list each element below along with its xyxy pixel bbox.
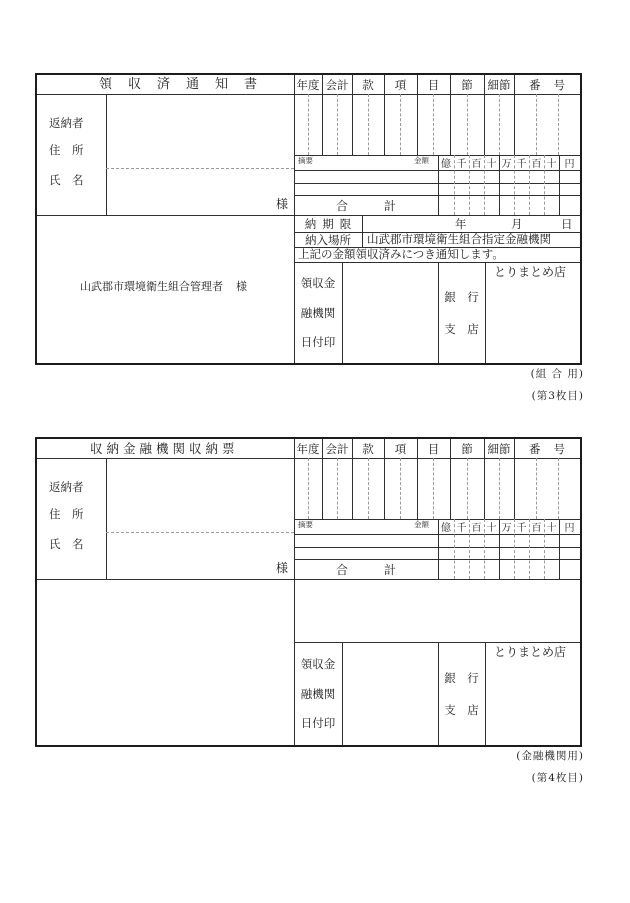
grid-line-vertical-dashed [433,94,434,155]
grid-line-vertical-dashed [469,155,470,215]
grid-line-vertical-dashed [529,155,530,215]
payment-place-value: 山武郡市環境衛生組合指定金融機関 [367,232,551,246]
grid-line-horizontal [294,547,580,548]
grid-line-vertical [106,458,107,579]
grid-line-horizontal-dashed [106,532,294,533]
summary-label: 摘要 [298,156,313,165]
grid-line-vertical-dashed [308,94,309,155]
header-col-kan: 款 [362,77,374,92]
grid-line-vertical [450,75,451,155]
receipt-notice-form [35,73,582,365]
due-day-label: 日 [561,217,573,231]
grid-line-vertical [438,642,439,745]
total-label: 合 計 [335,562,396,577]
header-col-account: 会計 [325,441,349,456]
name-label: 氏 名 [49,173,84,187]
grid-line-horizontal [294,195,580,196]
grid-line-horizontal [294,170,580,171]
grid-line-vertical [106,94,107,215]
digit-en: 円 [564,159,575,170]
grid-line-vertical [362,215,363,247]
digit-juu2: 十 [546,159,557,170]
bank-label: 銀 行 [444,670,479,685]
grid-line-vertical-dashed [400,94,401,155]
receiving-bank-stamp-label: 領収金 融機関 日付印 [300,656,336,731]
grid-line-horizontal [37,579,580,580]
payer-label: 返納者 [49,116,84,130]
amount-label: 金額 [414,520,429,529]
notice-text: 上記の金額領収済みにつき通知します。 [298,247,504,261]
aggregator-store-label: とりまとめ店 [494,265,567,279]
grid-line-vertical-dashed [454,155,455,215]
grid-line-vertical [499,155,500,215]
aggregator-store-label: とりまとめ店 [494,645,567,659]
summary-label: 摘要 [298,520,313,529]
addressee-line [80,281,247,294]
digit-sen1: 千 [456,159,467,170]
header-col-account: 会計 [325,77,349,92]
grid-line-vertical-dashed [544,519,545,579]
header-col-kou: 項 [394,441,407,456]
digit-man: 万 [501,159,512,170]
digit-en: 円 [564,523,575,534]
form2-sheet-note: (第4枚目) [531,772,584,784]
grid-line-vertical [342,262,343,363]
grid-line-horizontal [294,534,580,535]
grid-line-vertical [294,75,295,363]
grid-line-horizontal [37,215,580,216]
grid-line-vertical-dashed [368,94,369,155]
grid-line-vertical [417,75,418,155]
grid-line-vertical [485,642,486,745]
grid-line-vertical-dashed [514,519,515,579]
payer-label: 返納者 [49,480,84,494]
digit-sen1: 千 [456,523,467,534]
form2-copy-note: (金融機関用) [516,750,584,762]
grid-line-vertical-dashed [529,519,530,579]
grid-line-vertical [514,439,515,519]
grid-line-vertical [514,75,515,155]
grid-line-vertical-dashed [337,458,338,519]
header-col-setsu: 節 [461,441,473,456]
grid-line-vertical [484,75,485,155]
grid-line-vertical-dashed [368,458,369,519]
grid-line-vertical [450,439,451,519]
digit-hyaku2: 百 [531,159,542,170]
grid-line-horizontal [294,155,580,156]
digit-juu1: 十 [486,159,497,170]
grid-line-horizontal [294,232,580,233]
grid-line-horizontal [294,247,580,248]
digit-juu2: 十 [546,523,557,534]
receiving-bank-stamp-label: 領収金 融機関 日付印 [300,276,336,349]
header-col-setsu: 節 [461,77,473,92]
digit-hyaku2: 百 [531,523,542,534]
header-col-kan: 款 [362,441,374,456]
grid-line-horizontal [294,262,580,263]
address-label: 住 所 [49,507,84,521]
due-month-label: 月 [511,217,523,231]
grid-line-vertical-dashed [337,94,338,155]
honorific-sama: 様 [276,561,289,575]
grid-line-vertical-dashed [484,519,485,579]
grid-line-vertical-dashed [469,519,470,579]
form2-title: 収納金融機関収納票 [90,441,239,456]
grid-line-vertical-dashed [558,458,559,519]
bank-branch-cell [438,642,485,745]
digit-sen2: 千 [516,523,527,534]
grid-line-vertical-dashed [499,458,500,519]
grid-line-horizontal [294,183,580,184]
grid-line-vertical [417,439,418,519]
branch-label: 支 店 [444,702,479,717]
header-col-moku: 目 [427,441,440,456]
grid-line-vertical [499,519,500,579]
addressee-name: 山武郡市環境衛生組合管理者 [80,280,223,293]
bank-receipt-slip-form [35,437,582,747]
header-col-number: 番号 [529,441,578,456]
grid-line-vertical [342,642,343,745]
grid-line-vertical [384,439,385,519]
grid-line-horizontal [294,642,580,643]
amount-label: 金額 [414,156,429,165]
grid-line-vertical-dashed [454,519,455,579]
digit-man: 万 [501,523,512,534]
grid-line-vertical-dashed [400,458,401,519]
digit-oku: 億 [441,159,451,170]
digit-sen2: 千 [516,159,527,170]
bank-label: 銀 行 [444,289,479,304]
grid-line-horizontal-dashed [106,168,294,169]
digit-juu1: 十 [486,523,497,534]
header-col-year: 年度 [296,441,320,456]
grid-line-vertical [322,75,323,155]
grid-line-vertical [438,155,439,215]
grid-line-vertical [294,439,295,745]
form1-sheet-note: (第3枚目) [531,390,584,402]
header-col-saisetsu: 細節 [487,441,511,456]
grid-line-vertical-dashed [308,458,309,519]
grid-line-vertical [384,75,385,155]
grid-line-vertical [484,439,485,519]
form1-title: 領収済通知書 [99,77,274,92]
form1-copy-note: (組 合 用) [530,368,584,380]
grid-line-vertical [322,439,323,519]
grid-line-vertical [559,155,560,215]
honorific-sama: 様 [276,197,289,211]
branch-label: 支 店 [444,321,479,336]
grid-line-vertical-dashed [467,458,468,519]
grid-line-vertical-dashed [514,155,515,215]
digit-hyaku1: 百 [471,523,482,534]
digit-oku: 億 [441,523,451,534]
addressee-honorific: 様 [236,280,247,293]
grid-line-vertical [485,262,486,363]
header-col-kou: 項 [394,77,407,92]
grid-line-vertical-dashed [558,94,559,155]
grid-line-vertical-dashed [433,458,434,519]
grid-line-vertical-dashed [467,94,468,155]
header-col-moku: 目 [427,77,440,92]
due-year-label: 年 [455,217,467,231]
digit-hyaku1: 百 [471,159,482,170]
header-col-saisetsu: 細節 [487,77,511,92]
grid-line-vertical-dashed [499,94,500,155]
bank-branch-cell [438,262,485,363]
grid-line-vertical-dashed [544,155,545,215]
grid-line-horizontal [294,559,580,560]
grid-line-horizontal [294,519,580,520]
grid-line-vertical [352,439,353,519]
due-date-label: 納期限 [304,216,358,231]
payment-place-label: 納入場所 [305,232,351,247]
grid-line-vertical-dashed [536,458,537,519]
grid-line-vertical-dashed [484,155,485,215]
grid-line-vertical [438,519,439,579]
grid-line-vertical [352,75,353,155]
header-col-year: 年度 [296,77,320,92]
header-col-number: 番号 [529,77,578,92]
grid-line-vertical [559,519,560,579]
grid-line-vertical-dashed [536,94,537,155]
address-label: 住 所 [49,143,84,157]
grid-line-vertical [438,262,439,363]
total-label: 合 計 [335,198,396,213]
name-label: 氏 名 [49,537,84,551]
